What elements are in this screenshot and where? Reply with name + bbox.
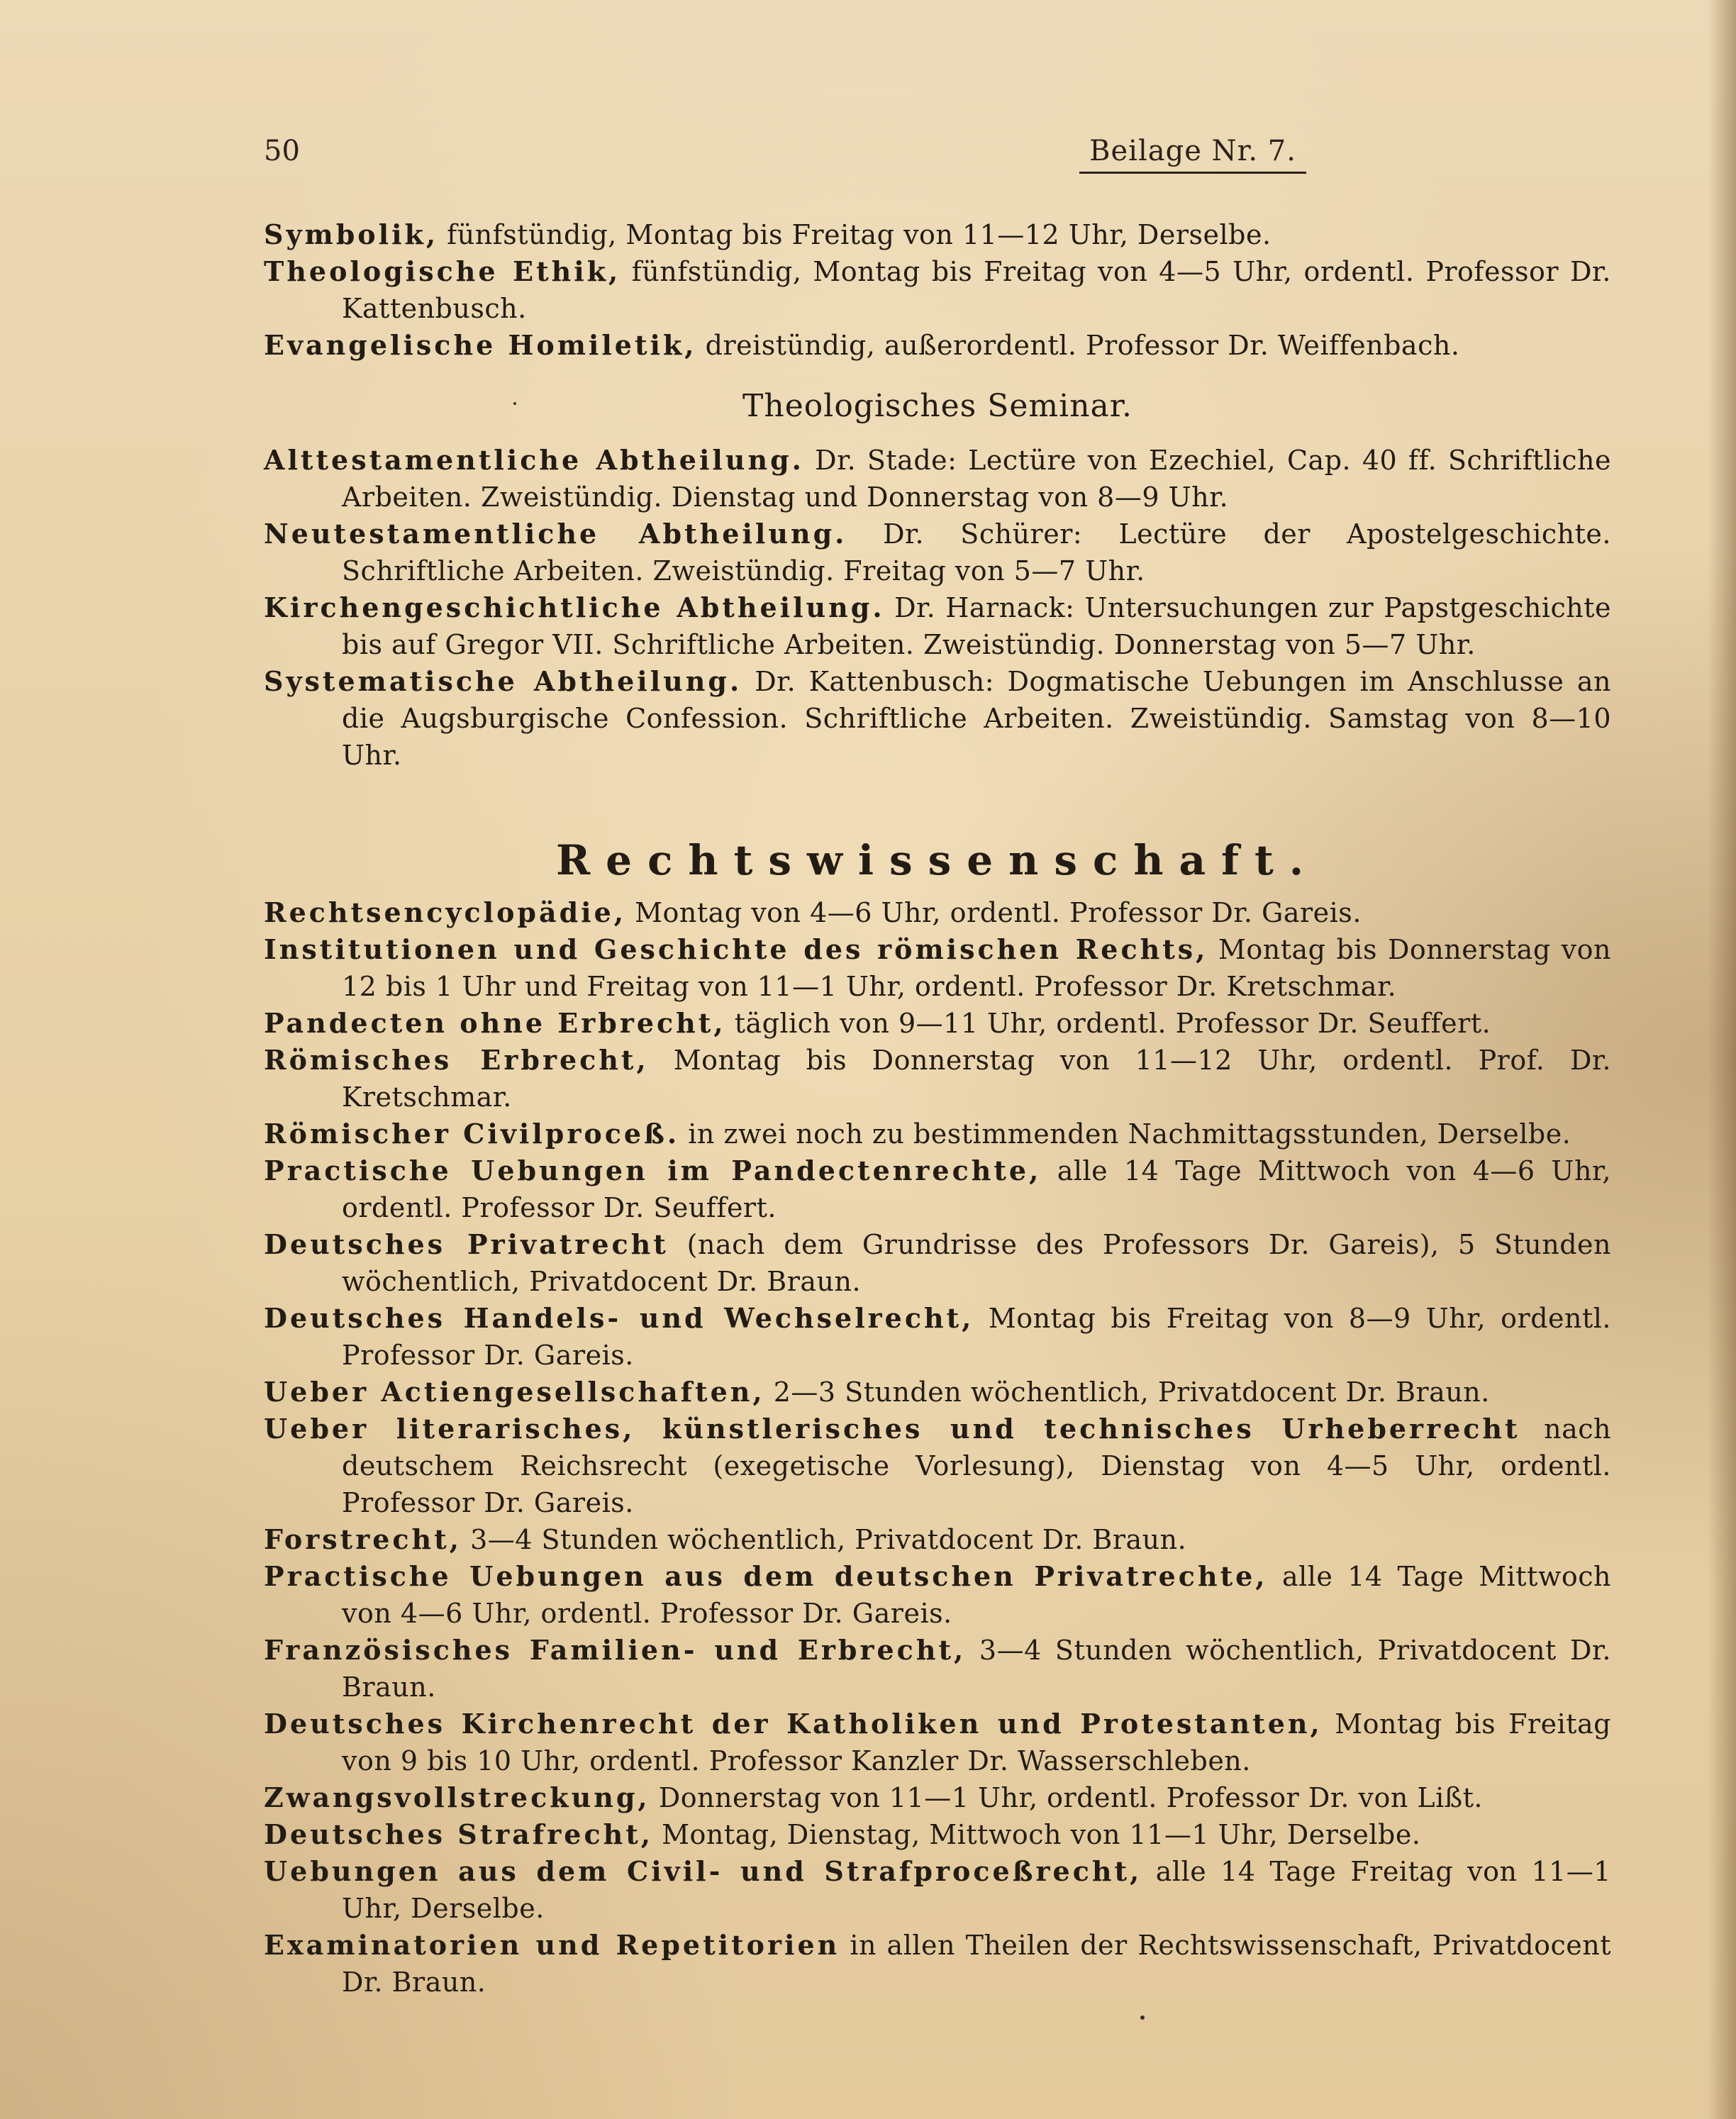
course-details: Montag bis Freitag von 8—9 Uhr, ordentl. Professor Dr. Gareis. bbox=[342, 1303, 1612, 1371]
seminar-details: Dr. Harnack: Untersuchungen zur Papstgeschichte bis auf Gregor VII. Schriftliche Arbeiten. Zweistündig. Donnerstag von 5—7 Uhr. bbox=[342, 592, 1611, 660]
course-subject: Deutsches Privatrecht bbox=[264, 1228, 669, 1260]
course-entry bbox=[264, 1042, 1611, 1116]
course-subject: Deutsches Kirchenrecht der Katholiken und Protestanten, bbox=[264, 1708, 1323, 1740]
course-entry bbox=[264, 1411, 1611, 1521]
course-entry bbox=[264, 1521, 1611, 1558]
course-entry bbox=[264, 1853, 1611, 1927]
course-subject: Ueber Actiengesellschaften, bbox=[264, 1376, 765, 1408]
course-entry bbox=[264, 1632, 1611, 1706]
course-subject: Pandecten ohne Erbrecht, bbox=[264, 1007, 726, 1039]
course-entry bbox=[264, 1005, 1611, 1042]
seminar-entry bbox=[264, 589, 1611, 663]
page-number: 50 bbox=[264, 135, 300, 167]
course-subject: Practische Uebungen im Pandectenrechte, bbox=[264, 1155, 1042, 1186]
course-entry bbox=[264, 327, 1611, 364]
course-subject: Römisches Erbrecht, bbox=[264, 1044, 649, 1076]
course-details: 3—4 Stunden wöchentlich, Privatdocent Dr. Braun. bbox=[470, 1524, 1187, 1555]
course-entry bbox=[264, 1116, 1611, 1152]
course-subject: Ueber literarisches, künstlerisches und technisches Urheberrecht bbox=[264, 1413, 1520, 1445]
course-subject: Deutsches Strafrecht, bbox=[264, 1818, 653, 1850]
course-subject: Practische Uebungen aus dem deutschen Privatrechte, bbox=[264, 1560, 1268, 1592]
course-subject: Theologische Ethik, bbox=[264, 255, 621, 287]
page-edge-shadow bbox=[1708, 0, 1736, 2119]
course-entry bbox=[264, 1927, 1611, 2001]
course-subject: Forstrecht, bbox=[264, 1523, 462, 1555]
course-details: fünfstündig, Montag bis Freitag von 11—12 Uhr, Derselbe. bbox=[447, 219, 1272, 250]
course-details: Montag bis Donnerstag von 11—12 Uhr, ordentl. Prof. Dr. Kretschmar. bbox=[342, 1045, 1611, 1113]
course-details: nach deutschem Reichsrecht (exegetische Vorlesung), Dienstag von 4—5 Uhr, ordentl. Professor Dr. Gareis. bbox=[342, 1413, 1611, 1518]
course-details: Donnerstag von 11—1 Uhr, ordentl. Professor Dr. von Lißt. bbox=[658, 1782, 1483, 1813]
seminar-subject: Systematische Abtheilung. bbox=[264, 665, 742, 697]
course-details: Montag von 4—6 Uhr, ordentl. Professor Dr. Gareis. bbox=[635, 897, 1362, 928]
course-entry bbox=[264, 1300, 1611, 1374]
course-entry bbox=[264, 1558, 1611, 1632]
course-subject: Rechtsencyclopädie, bbox=[264, 896, 627, 928]
course-subject: Institutionen und Geschichte des römischen Rechts, bbox=[264, 933, 1208, 965]
course-subject: Französisches Familien- und Erbrecht, bbox=[264, 1634, 967, 1666]
course-details: alle 14 Tage Mittwoch von 4—6 Uhr, ordentl. Professor Dr. Gareis. bbox=[342, 1561, 1612, 1629]
course-subject: Zwangsvollstreckung, bbox=[264, 1781, 650, 1813]
ink-speck bbox=[513, 402, 516, 405]
course-entry bbox=[264, 253, 1611, 327]
law-heading: Rechtswissenschaft. bbox=[555, 836, 1320, 884]
course-entry bbox=[264, 1374, 1611, 1411]
course-entry bbox=[264, 216, 1611, 253]
course-entry bbox=[264, 1152, 1611, 1226]
course-details: fünfstündig, Montag bis Freitag von 4—5 Uhr, ordentl. Professor Dr. Kattenbusch. bbox=[342, 256, 1612, 324]
seminar-details: Dr. Schürer: Lectüre der Apostelgeschichte. Schriftliche Arbeiten. Zweistündig. Freitag von 5—7 Uhr. bbox=[342, 518, 1611, 586]
course-subject: Evangelische Homiletik, bbox=[264, 329, 697, 361]
course-subject: Examinatorien und Repetitorien bbox=[264, 1929, 840, 1961]
course-subject: Symbolik, bbox=[264, 218, 439, 250]
course-details: (nach dem Grundrisse des Professors Dr. Gareis), 5 Stunden wöchentlich, Privatdocent Dr. Braun. bbox=[342, 1229, 1611, 1297]
course-subject: Römischer Civilproceß. bbox=[264, 1118, 680, 1150]
course-details: täglich von 9—11 Uhr, ordentl. Professor Dr. Seuffert. bbox=[734, 1008, 1491, 1039]
course-entry bbox=[264, 1816, 1611, 1853]
course-details: in zwei noch zu bestimmenden Nachmittagsstunden, Derselbe. bbox=[688, 1118, 1571, 1150]
seminar-subject: Kirchengeschichtliche Abtheilung. bbox=[264, 591, 885, 623]
seminar-subject: Neutestamentliche Abtheilung. bbox=[264, 518, 847, 550]
course-details: 3—4 Stunden wöchentlich, Privatdocent Dr. Braun. bbox=[342, 1635, 1611, 1703]
course-details: Montag bis Freitag von 9 bis 10 Uhr, ordentl. Professor Kanzler Dr. Wasserschleben. bbox=[342, 1708, 1611, 1776]
course-details: Montag bis Donnerstag von 12 bis 1 Uhr und Freitag von 11—1 Uhr, ordentl. Professor Dr. Kretschmar. bbox=[342, 934, 1611, 1002]
seminar-subject: Alttestamentliche Abtheilung. bbox=[264, 444, 804, 476]
page-header bbox=[264, 135, 1611, 177]
course-details: 2—3 Stunden wöchentlich, Privatdocent Dr. Braun. bbox=[773, 1376, 1490, 1408]
course-details: in allen Theilen der Rechtswissenschaft, Privatdocent Dr. Braun. bbox=[342, 1930, 1611, 1998]
supplement-title: Beilage Nr. 7. bbox=[1079, 135, 1306, 174]
page-content bbox=[264, 216, 1611, 2001]
course-details: alle 14 Tage Mittwoch von 4—6 Uhr, ordentl. Professor Dr. Seuffert. bbox=[342, 1155, 1611, 1223]
seminar-entry bbox=[264, 516, 1611, 589]
seminar-details: Dr. Kattenbusch: Dogmatische Uebungen im Anschlusse an die Augsburgische Confession. Schriftliche Arbeiten. Zweistündig. Samstag von 8—10 Uhr. bbox=[342, 666, 1611, 771]
course-entry bbox=[264, 894, 1611, 931]
seminar-heading: Theologisches Seminar. bbox=[742, 388, 1133, 424]
ink-speck bbox=[1140, 2015, 1145, 2020]
seminar-entry bbox=[264, 442, 1611, 516]
course-entry bbox=[264, 1779, 1611, 1816]
seminar-details: Dr. Stade: Lectüre von Ezechiel, Cap. 40 ff. Schriftliche Arbeiten. Zweistündig. Dienstag und Donnerstag von 8—9 Uhr. bbox=[342, 445, 1611, 513]
seminar-entry bbox=[264, 663, 1611, 774]
course-details: Montag, Dienstag, Mittwoch von 11—1 Uhr, Derselbe. bbox=[662, 1819, 1421, 1850]
course-entry bbox=[264, 1226, 1611, 1300]
course-details: dreistündig, außerordentl. Professor Dr. Weiffenbach. bbox=[705, 330, 1460, 361]
course-entry bbox=[264, 1706, 1611, 1779]
course-subject: Deutsches Handels- und Wechselrecht, bbox=[264, 1302, 974, 1334]
course-entry bbox=[264, 931, 1611, 1005]
course-details: alle 14 Tage Freitag von 11—1 Uhr, Derselbe. bbox=[342, 1856, 1611, 1924]
course-subject: Uebungen aus dem Civil- und Strafproceßrecht, bbox=[264, 1855, 1142, 1887]
